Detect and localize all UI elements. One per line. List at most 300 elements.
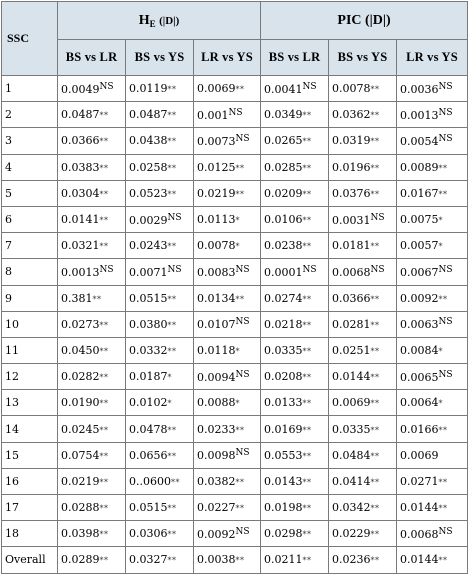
significance-marker: ** [235, 477, 245, 487]
cell-value: 0.0233 [197, 422, 236, 436]
value-cell [329, 311, 397, 337]
value-cell [194, 128, 261, 154]
value-cell [194, 285, 261, 311]
ssc-label: 2 [2, 102, 58, 128]
value-cell [261, 206, 329, 232]
cell-value: 0.0144 [400, 553, 439, 567]
significance-marker: ** [167, 85, 177, 95]
cell-value: 0.0414 [332, 474, 371, 488]
value-cell [261, 390, 329, 416]
cell-value: 0.0119 [129, 82, 168, 96]
significance-marker: ** [302, 530, 312, 540]
cell-value: 0.0107 [197, 318, 236, 332]
significance-marker: ** [99, 111, 109, 121]
significance-marker: ** [370, 163, 380, 173]
cell-value: 0.0078 [197, 239, 236, 253]
significance-marker: ** [99, 216, 109, 226]
cell-value: 0.0141 [61, 213, 100, 227]
value-cell [126, 76, 194, 102]
significance-marker: ** [370, 85, 380, 95]
cell-value: 0.0133 [264, 396, 303, 410]
cell-value: 0.0438 [129, 134, 168, 148]
value-cell [58, 233, 126, 259]
significance-marker: ** [235, 189, 245, 199]
cell-value: 0.0054 [400, 134, 439, 148]
cell-value: 0.0382 [197, 474, 236, 488]
cell-value: 0.0219 [61, 474, 100, 488]
value-cell [261, 495, 329, 521]
value-cell [397, 390, 468, 416]
cell-value: 0.0478 [129, 422, 168, 436]
value-cell [397, 259, 468, 285]
header-row-1 [2, 2, 468, 40]
significance-marker: ** [370, 111, 380, 121]
value-cell [261, 521, 329, 547]
cell-value: 0.0088 [197, 396, 236, 410]
cell-value: 0.0190 [61, 396, 100, 410]
cell-value: 0.0038 [197, 553, 236, 567]
table-row [2, 102, 468, 128]
value-cell [58, 76, 126, 102]
value-cell [194, 495, 261, 521]
significance-marker: * [438, 399, 443, 409]
cell-value: 0.0013 [400, 108, 439, 122]
cell-value: 0.0349 [264, 108, 303, 122]
value-cell [329, 102, 397, 128]
significance-marker: ** [370, 373, 380, 383]
cell-value: 0.0113 [197, 213, 236, 227]
value-cell [126, 468, 194, 494]
table-row [2, 128, 468, 154]
cell-value: 0.0098 [197, 449, 236, 463]
cell-value: 0.0083 [197, 265, 236, 279]
cell-value: 0.0187 [129, 370, 168, 384]
significance-marker: ** [438, 556, 448, 566]
significance-marker: ** [302, 216, 312, 226]
table-row [2, 180, 468, 206]
cell-value: 0.0211 [264, 553, 303, 567]
cell-value: 0.0094 [197, 370, 236, 384]
value-cell [329, 390, 397, 416]
significance-marker: ** [167, 530, 177, 540]
cell-value: 0.0069 [400, 448, 439, 462]
value-cell [58, 390, 126, 416]
cell-value: 0.0229 [332, 527, 371, 541]
value-cell [261, 102, 329, 128]
significance-marker: ** [167, 346, 177, 356]
table-row [2, 259, 468, 285]
cell-value: 0.0306 [129, 527, 168, 541]
significance-marker: ** [99, 242, 109, 252]
significance-marker: NS [99, 264, 114, 275]
value-cell [329, 233, 397, 259]
value-cell [194, 311, 261, 337]
significance-marker: NS [167, 212, 182, 223]
table-row [2, 521, 468, 547]
value-cell [329, 259, 397, 285]
significance-marker: ** [438, 189, 448, 199]
value-cell [329, 521, 397, 547]
significance-marker: ** [99, 137, 109, 147]
significance-marker: ** [302, 504, 312, 514]
ssc-label: 5 [2, 180, 58, 206]
value-cell [194, 154, 261, 180]
significance-marker: ** [167, 163, 177, 173]
value-cell [58, 495, 126, 521]
significance-marker: NS [438, 81, 453, 92]
significance-marker: ** [302, 137, 312, 147]
significance-marker: ** [438, 504, 448, 514]
value-cell [58, 337, 126, 363]
significance-marker: * [438, 216, 443, 226]
value-cell [58, 416, 126, 442]
significance-marker: NS [438, 107, 453, 118]
cell-value: 0.0274 [264, 291, 303, 305]
cell-value: 0.0198 [264, 501, 303, 515]
value-cell [261, 311, 329, 337]
significance-marker: ** [302, 111, 312, 121]
cell-value: 0.0068 [332, 265, 371, 279]
value-cell [329, 495, 397, 521]
significance-marker: ** [167, 242, 177, 252]
value-cell [329, 76, 397, 102]
cell-value: 0.0285 [264, 160, 303, 174]
ssc-label: 7 [2, 233, 58, 259]
value-cell [194, 416, 261, 442]
significance-marker: ** [235, 85, 245, 95]
value-cell [397, 547, 468, 573]
cell-value: 0.0181 [332, 239, 371, 253]
ssc-label: 8 [2, 259, 58, 285]
cell-value: 0.0304 [61, 186, 100, 200]
significance-marker: ** [302, 556, 312, 566]
cell-value: 0.0327 [129, 553, 168, 567]
cell-value: 0.0271 [400, 474, 439, 488]
value-cell [194, 180, 261, 206]
value-cell [329, 468, 397, 494]
value-cell [261, 233, 329, 259]
significance-marker: NS [438, 369, 453, 380]
value-cell [194, 206, 261, 232]
significance-marker: ** [370, 320, 380, 330]
value-cell [397, 102, 468, 128]
value-cell [261, 285, 329, 311]
value-cell [126, 180, 194, 206]
value-cell [126, 285, 194, 311]
significance-marker: NS [99, 81, 114, 92]
cell-value: 0.0013 [61, 265, 100, 279]
cell-value: 0.0289 [61, 553, 100, 567]
value-cell [194, 233, 261, 259]
cell-value: 0.0219 [197, 186, 236, 200]
significance-marker: ** [99, 425, 109, 435]
table-row [2, 233, 468, 259]
cell-value: 0.0342 [332, 501, 371, 515]
cell-value: 0.0258 [129, 160, 168, 174]
cell-value: 0.0102 [129, 396, 168, 410]
significance-marker: ** [99, 346, 109, 356]
value-cell [58, 259, 126, 285]
value-cell [397, 364, 468, 390]
significance-marker: * [167, 399, 172, 409]
cell-value: 0.0366 [332, 291, 371, 305]
ssc-label: 1 [2, 76, 58, 102]
cell-value: 0.0167 [400, 186, 439, 200]
value-cell [261, 547, 329, 573]
value-cell [397, 442, 468, 468]
value-cell [397, 416, 468, 442]
ssc-label: 3 [2, 128, 58, 154]
value-cell [329, 337, 397, 363]
col-header-pic-bs-ys: BS vs YS [329, 40, 397, 76]
cell-value: 0.0075 [400, 213, 439, 227]
significance-marker: ** [235, 163, 245, 173]
significance-marker: * [235, 346, 240, 356]
significance-marker: ** [167, 451, 177, 461]
value-cell [397, 311, 468, 337]
value-cell [397, 495, 468, 521]
value-cell [397, 337, 468, 363]
significance-marker: ** [99, 189, 109, 199]
significance-marker: ** [370, 399, 380, 409]
significance-marker: ** [370, 451, 380, 461]
significance-marker: ** [438, 294, 448, 304]
ssc-label: 12 [2, 364, 58, 390]
ssc-label: 17 [2, 495, 58, 521]
cell-value: 0.0089 [400, 160, 439, 174]
cell-value: 0.0251 [332, 343, 371, 357]
significance-marker: ** [438, 477, 448, 487]
value-cell [58, 364, 126, 390]
significance-marker: * [235, 399, 240, 409]
ssc-label: 4 [2, 154, 58, 180]
cell-value: 0.0073 [197, 134, 236, 148]
cell-value: 0.0143 [264, 474, 303, 488]
col-header-he-bs-lr: BS vs LR [58, 40, 126, 76]
significance-marker: ** [235, 556, 245, 566]
significance-marker: ** [370, 425, 380, 435]
significance-marker: ** [302, 399, 312, 409]
cell-value: 0.0166 [400, 422, 439, 436]
value-cell [261, 76, 329, 102]
significance-marker: ** [92, 294, 102, 304]
significance-marker: ** [235, 504, 245, 514]
significance-marker: ** [167, 320, 177, 330]
he-abs-label: (|D|) [159, 14, 180, 27]
table-row [2, 76, 468, 102]
value-cell [194, 468, 261, 494]
cell-value: 0.0227 [197, 501, 236, 515]
he-subscript: E [149, 18, 156, 29]
value-cell [329, 154, 397, 180]
cell-value: 0.0071 [129, 265, 168, 279]
value-cell [194, 364, 261, 390]
cell-value: 0.0196 [332, 160, 371, 174]
cell-value: 0.0125 [197, 160, 236, 174]
value-cell [261, 259, 329, 285]
cell-value: 0.0208 [264, 370, 303, 384]
cell-value: 0.0084 [400, 343, 439, 357]
significance-marker: ** [438, 425, 448, 435]
cell-value: 0.0398 [61, 527, 100, 541]
cell-value: 0.0069 [197, 82, 236, 96]
cell-value: 0.0288 [61, 501, 100, 515]
cell-value: 0.0656 [129, 448, 168, 462]
significance-marker: ** [99, 320, 109, 330]
table-row [2, 154, 468, 180]
cell-value: 0.0282 [61, 370, 100, 384]
significance-marker: NS [235, 133, 250, 144]
value-cell [126, 102, 194, 128]
significance-marker: ** [167, 504, 177, 514]
significance-marker: ** [302, 294, 312, 304]
cell-value: 0.0029 [129, 213, 168, 227]
significance-marker: NS [235, 448, 250, 459]
significance-marker: ** [302, 425, 312, 435]
cell-value: 0.0064 [400, 396, 439, 410]
cell-value: 0.0362 [332, 108, 371, 122]
value-cell [58, 468, 126, 494]
cell-value: 0.0383 [61, 160, 100, 174]
cell-value: 0.0067 [400, 265, 439, 279]
significance-marker: ** [99, 373, 109, 383]
table-row [2, 337, 468, 363]
cell-value: 0.0236 [332, 553, 371, 567]
cell-value: 0.0265 [264, 134, 303, 148]
value-cell [126, 233, 194, 259]
value-cell [329, 547, 397, 573]
cell-value: 0.0209 [264, 186, 303, 200]
value-cell [397, 154, 468, 180]
value-cell [194, 337, 261, 363]
significance-marker: ** [235, 294, 245, 304]
ssc-label: 16 [2, 468, 58, 494]
significance-marker: NS [235, 264, 250, 275]
value-cell [126, 154, 194, 180]
cell-value: 0.0553 [264, 448, 303, 462]
cell-value: 0.0515 [129, 501, 168, 515]
cell-value: 0.001 [197, 108, 229, 122]
value-cell [126, 521, 194, 547]
table-row [2, 442, 468, 468]
value-cell [329, 180, 397, 206]
table-row [2, 364, 468, 390]
value-cell [397, 180, 468, 206]
significance-marker: ** [370, 137, 380, 147]
ssc-column-header: SSC [2, 2, 58, 76]
cell-value: 0.0380 [129, 317, 168, 331]
table-row [2, 468, 468, 494]
value-cell [261, 180, 329, 206]
significance-marker: ** [370, 346, 380, 356]
cell-value: 0.0134 [197, 291, 236, 305]
significance-marker: ** [167, 111, 177, 121]
value-cell [329, 206, 397, 232]
cell-value: 0.0319 [332, 134, 371, 148]
cell-value: 0.0487 [61, 108, 100, 122]
significance-marker: ** [99, 399, 109, 409]
significance-marker: NS [370, 264, 385, 275]
cell-value: 0.0523 [129, 186, 168, 200]
cell-value: 0.0144 [332, 370, 371, 384]
ssc-diversity-table [1, 1, 468, 574]
value-cell [194, 521, 261, 547]
significance-marker: NS [302, 81, 317, 92]
significance-marker: ** [167, 189, 177, 199]
significance-marker: ** [302, 451, 312, 461]
value-cell [261, 364, 329, 390]
value-cell [126, 128, 194, 154]
significance-marker: ** [302, 242, 312, 252]
significance-marker: ** [302, 320, 312, 330]
col-header-he-bs-ys: BS vs YS [126, 40, 194, 76]
cell-value: 0.0031 [332, 213, 371, 227]
ssc-label: 10 [2, 311, 58, 337]
value-cell [58, 285, 126, 311]
significance-marker: ** [370, 294, 380, 304]
cell-value: 0.0335 [332, 422, 371, 436]
header-row-2 [2, 40, 468, 76]
cell-value: 0.0144 [400, 501, 439, 515]
cell-value: 0.0238 [264, 239, 303, 253]
value-cell [329, 442, 397, 468]
value-cell [194, 76, 261, 102]
value-cell [194, 547, 261, 573]
pic-group-header: PIC (|D|) [261, 2, 468, 40]
significance-marker: NS [438, 264, 453, 275]
cell-value: 0..0600 [129, 474, 171, 488]
value-cell [397, 521, 468, 547]
cell-value: 0.0332 [129, 343, 168, 357]
cell-value: 0.0754 [61, 448, 100, 462]
cell-value: 0.0273 [61, 317, 100, 331]
value-cell [329, 285, 397, 311]
significance-marker: ** [370, 242, 380, 252]
significance-marker: ** [302, 189, 312, 199]
he-group-header [58, 2, 261, 40]
value-cell [194, 102, 261, 128]
cell-value: 0.0515 [129, 291, 168, 305]
table-row [2, 547, 468, 573]
value-cell [58, 521, 126, 547]
cell-value: 0.0106 [264, 213, 303, 227]
col-header-he-lr-ys: LR vs YS [194, 40, 261, 76]
value-cell [397, 468, 468, 494]
ssc-label: 9 [2, 285, 58, 311]
cell-value: 0.0450 [61, 343, 100, 357]
cell-value: 0.0057 [400, 239, 439, 253]
significance-marker: ** [370, 556, 380, 566]
cell-value: 0.0092 [400, 291, 439, 305]
significance-marker: ** [167, 137, 177, 147]
significance-marker: ** [370, 477, 380, 487]
significance-marker: ** [167, 294, 177, 304]
value-cell [261, 468, 329, 494]
col-header-pic-lr-ys: LR vs YS [397, 40, 468, 76]
cell-value: 0.0041 [264, 82, 303, 96]
significance-marker: NS [370, 212, 385, 223]
value-cell [194, 442, 261, 468]
cell-value: 0.0063 [400, 318, 439, 332]
significance-marker: * [438, 242, 443, 252]
significance-marker: * [167, 373, 172, 383]
cell-value: 0.0298 [264, 527, 303, 541]
cell-value: 0.0321 [61, 239, 100, 253]
significance-marker: ** [167, 425, 177, 435]
value-cell [397, 76, 468, 102]
value-cell [329, 364, 397, 390]
value-cell [126, 390, 194, 416]
